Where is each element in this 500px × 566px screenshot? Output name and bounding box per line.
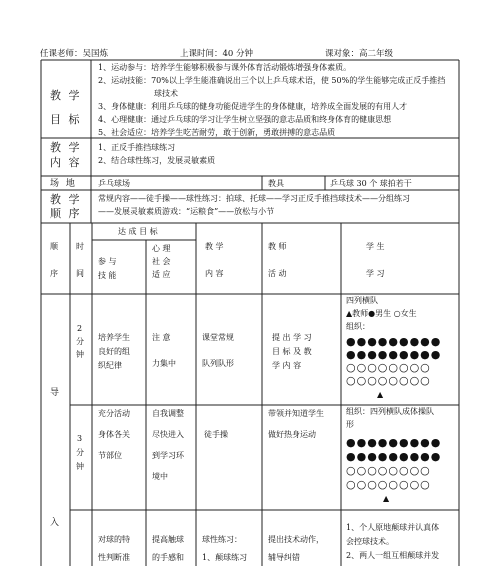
content-item: 1、正反手推挡球练习 — [98, 143, 176, 152]
goal-item: 3、身体健康：利用乒乓球的健身功能促进学生的身体健康，培养成全面发展的有用人才 — [98, 102, 408, 111]
row2-student: 组织：四列横队成体操队 — [346, 407, 434, 416]
formation-filled-row: ●●●●●●●●● — [346, 335, 442, 348]
head-participation: 参 与 — [98, 257, 117, 266]
row2-teaching: 徒手操 — [204, 430, 228, 439]
goals-label-1: 教 学 — [50, 89, 82, 102]
head-participation: 技 能 — [98, 271, 117, 280]
row1-teacher: 目 标 及 教 — [272, 347, 312, 356]
row3-mental: 的手感和 — [152, 553, 184, 562]
row3-participation: 性判断准 — [98, 553, 130, 562]
head-mental: 心 理 — [152, 244, 171, 253]
row2-mental: 境中 — [152, 472, 168, 481]
content-label-2: 内 容 — [50, 156, 82, 169]
row1-teaching: 队列队形 — [202, 359, 234, 368]
equipment-label: 教具 — [268, 179, 284, 188]
row1-participation: 织纪律 — [98, 361, 122, 370]
goal-item: 2、运动技能：70%以上学生能准确说出三个以上乒乓球术语，使 50%的学生能够完成正反手推挡 — [98, 76, 446, 85]
head-student: 学 生 — [366, 242, 385, 251]
row2-participation: 身体各关 — [98, 430, 130, 439]
head-student: 学 习 — [366, 269, 385, 278]
class-time: 上课时间：40 分钟 — [180, 49, 254, 59]
venue-label: 场 地 — [50, 179, 77, 189]
sequence-line: ——发展灵敏素质游戏：“运粮食”——放松与小节 — [98, 207, 275, 216]
row3-mental: 提高触球 — [152, 535, 184, 544]
goals-label-2: 目 标 — [50, 113, 82, 126]
head-mental: 社 会 — [152, 257, 171, 266]
row1-student: 组织： — [346, 322, 370, 331]
sequence-line: 常规内容——徒手操——球性练习：拍球、托球——学习正反手推挡球技术——分组练习 — [98, 194, 410, 203]
row1-student: ▲教师●男生 ○女生 — [346, 309, 417, 318]
teacher-triangle-icon: ▲ — [377, 390, 384, 399]
row1-time: 2 — [77, 324, 83, 333]
section-char: 导 — [50, 388, 60, 398]
row1-time: 钟 — [76, 350, 84, 359]
class-target: 课对象：高二年级 — [325, 49, 394, 59]
row2-participation: 充分活动 — [98, 409, 130, 418]
row2-time: 分 — [76, 448, 84, 457]
teacher-name: 任课老师：吴国炼 — [40, 49, 109, 59]
row1-mental: 力集中 — [152, 359, 176, 368]
head-teacher: 活 动 — [268, 269, 287, 278]
row3-student: 2、两人一组互相颠球并发 — [346, 551, 440, 560]
head-time: 间 — [76, 269, 84, 278]
formation-filled-row: ●●●●●●●●● — [346, 348, 442, 361]
row2-mental: 到学习环 — [152, 451, 184, 460]
head-teaching: 教 学 — [205, 242, 224, 251]
row1-mental: 注 意 — [152, 333, 171, 342]
row1-participation: 良好的组 — [98, 347, 130, 356]
content-item: 2、结合球性练习，发展灵敏素质 — [98, 156, 216, 165]
formation-empty-row: ○○○○○○○○ — [346, 374, 431, 387]
section-char: 入 — [50, 518, 60, 528]
head-order: 序 — [50, 269, 58, 278]
goal-item: 球技术 — [154, 89, 178, 98]
row1-teacher: 学 内 容 — [272, 361, 302, 370]
sequence-label-2: 顺 序 — [50, 207, 82, 220]
row3-student: 1、个人原地颠球并认真体 — [346, 523, 440, 532]
formation-filled-row: ●●●●●●●●● — [346, 450, 442, 463]
row2-teacher: 做好热身运动 — [268, 430, 316, 439]
row1-teaching: 课堂常规 — [202, 333, 234, 342]
row3-teaching: 球性练习： — [202, 535, 242, 544]
formation-empty-row: ○○○○○○○○ — [346, 478, 431, 491]
head-time: 时 — [76, 242, 84, 251]
goal-item: 1、运动参与：培养学生能够积极参与课外体育活动锻炼增强身体素质。 — [98, 63, 352, 72]
teacher-triangle-icon: ▲ — [383, 494, 390, 503]
head-mental: 适 应 — [152, 270, 171, 279]
row2-time: 3 — [77, 434, 83, 443]
row1-student: 四列横队 — [346, 296, 378, 305]
head-order: 顺 — [50, 242, 58, 251]
row3-teacher: 辅导纠错 — [268, 553, 300, 562]
row2-time: 钟 — [76, 462, 84, 471]
row2-participation: 节部位 — [98, 451, 122, 460]
row2-mental: 自我调整 — [152, 409, 184, 418]
formation-filled-row: ●●●●●●●●● — [346, 436, 442, 449]
row2-teacher: 带领并知道学生 — [268, 409, 324, 418]
head-goal-title: 达 成 目 标 — [118, 227, 158, 236]
row1-participation: 培养学生 — [98, 333, 130, 342]
venue-value: 乒乓球场 — [98, 179, 130, 188]
formation-empty-row: ○○○○○○○○ — [346, 464, 431, 477]
formation-empty-row: ○○○○○○○○ — [346, 361, 431, 374]
row2-mental: 尽快进入 — [152, 430, 184, 439]
row3-student: 会控球技术。 — [346, 537, 394, 546]
sequence-label-1: 教 学 — [50, 193, 82, 206]
equipment-value: 乒乓球 30 个 球拍若干 — [330, 179, 412, 188]
row1-teacher: 提 出 学 习 — [272, 333, 312, 342]
goal-item: 4、心理健康：通过乒乓球的学习让学生树立坚强的意志品质和终身体育的健康思想 — [98, 115, 392, 124]
row3-teacher: 提出技术动作， — [268, 535, 324, 544]
goal-item: 5、社会适应：培养学生吃苦耐劳，敢于创新，勇敢拼搏的意志品质 — [98, 128, 336, 137]
row3-participation: 对球的特 — [98, 535, 130, 544]
row1-time: 分 — [76, 337, 84, 346]
head-teacher: 教 师 — [268, 242, 287, 251]
content-label-1: 教 学 — [50, 141, 82, 154]
row3-teaching: 1、颠球练习 — [202, 553, 248, 562]
head-teaching: 内 容 — [205, 269, 224, 278]
row2-student: 形 — [346, 420, 354, 429]
